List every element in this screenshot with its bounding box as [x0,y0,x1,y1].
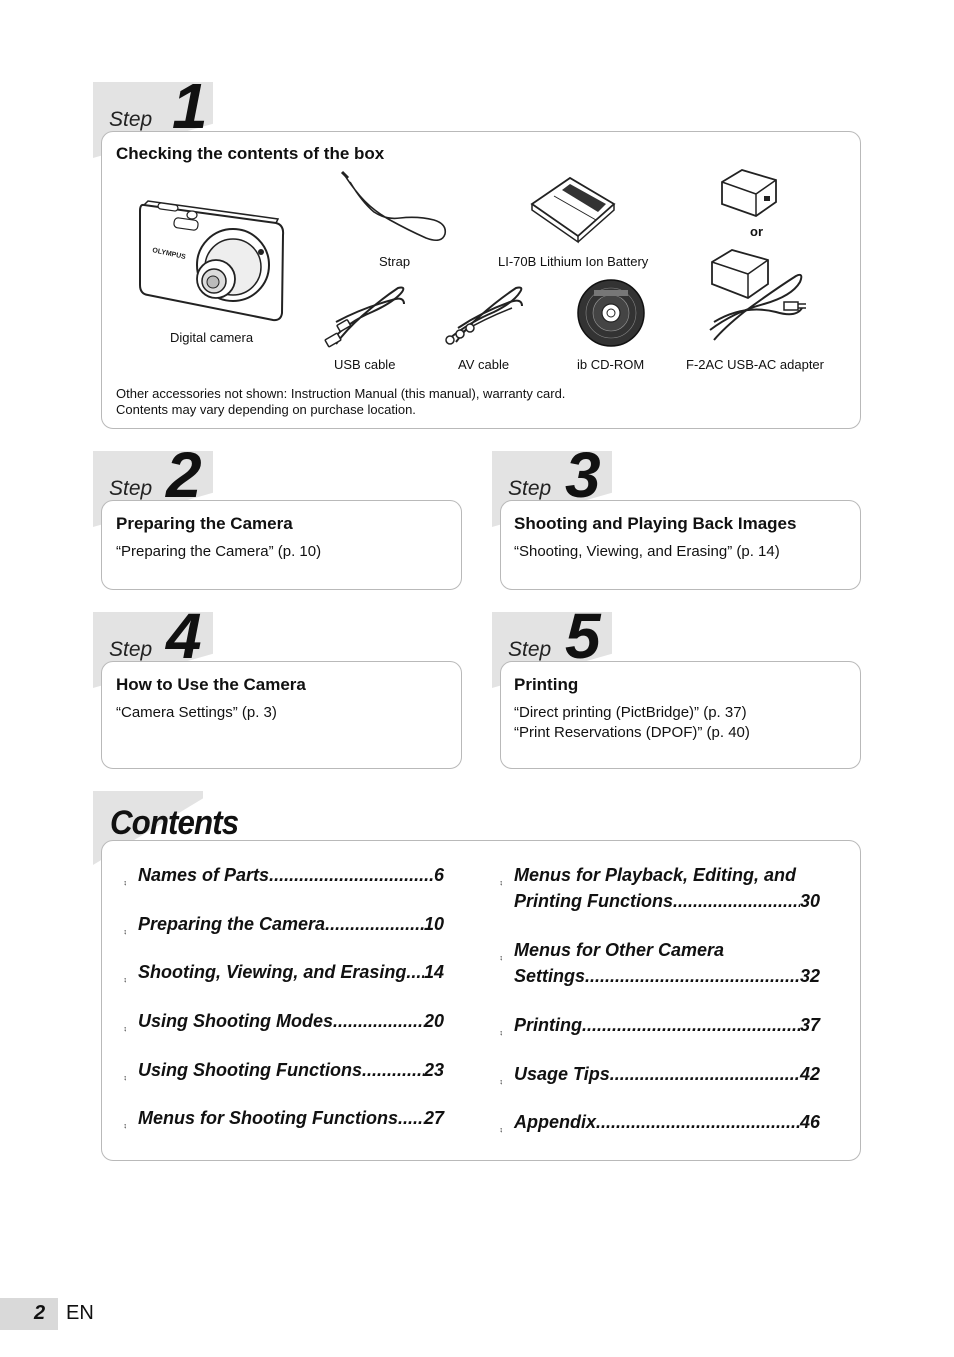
strap-caption: Strap [379,254,411,269]
step4-title: How to Use the Camera [116,675,306,694]
toc-leader-dots [362,1057,424,1083]
toc-item-names-of-parts[interactable] [124,862,444,888]
toc-leader-dots [269,862,434,888]
usb-cable-illustration [322,282,408,350]
toc-label: Settings [514,966,586,986]
toc-label: Using Shooting Modes [138,1011,333,1031]
or-caption: or [750,224,763,239]
step1-number: 1 [172,70,206,142]
av-cable-illustration [440,282,526,350]
arrow-right-icon: ⨾ [124,1069,127,1083]
step2-text: “Preparing the Camera” (p. 10) [116,543,322,560]
arrow-right-icon: ⨾ [124,1117,127,1131]
toc-label-line1: Menus for Playback, Editing, and [514,865,797,885]
toc-item-menus-shooting[interactable] [124,1105,444,1131]
arrow-right-icon: ⨾ [124,971,127,985]
svg-text:OLYMPUS: OLYMPUS [151,247,187,262]
step3-title: Shooting and Playing Back Images [514,514,797,533]
toc-page: 42 [799,1064,820,1084]
step3-number: 3 [565,439,599,511]
cd-rom-illustration [576,278,646,348]
toc-label: Appendix [514,1112,597,1132]
step5-text-2: “Print Reservations (DPOF)” (p. 40) [514,724,750,741]
toc-page: 46 [799,1112,820,1132]
toc-item-usage-tips[interactable] [500,1061,820,1087]
step5-text-1: “Direct printing (PictBridge)” (p. 37) [514,704,747,721]
toc-item-shooting-modes[interactable] [124,1008,444,1034]
toc-leader-dots [596,1109,800,1135]
step2-number: 2 [166,439,200,511]
toc-item-appendix[interactable] [500,1109,820,1135]
language-code: EN [66,1302,94,1324]
toc-leader-dots [610,1061,800,1087]
toc-leader-dots [585,963,800,989]
toc-page: 20 [423,1011,444,1031]
toc-label: Shooting, Viewing, and Erasing [138,962,407,982]
digital-camera-illustration [136,195,288,323]
step1-note-2: Contents may vary depending on purchase location. [116,402,416,417]
step4-number: 4 [166,600,200,672]
toc-leader-dots [325,911,424,937]
step3-label: Step [508,477,552,500]
arrow-right-icon: ⨾ [500,949,503,963]
usb-cable-caption: USB cable [334,357,396,372]
toc-label: Usage Tips [514,1064,610,1084]
cd-rom-caption: ib CD-ROM [577,357,645,372]
arrow-right-icon: ⨾ [124,1020,127,1034]
step4-label: Step [109,638,153,661]
arrow-right-icon: ⨾ [500,1024,503,1038]
step4-text: “Camera Settings” (p. 3) [116,704,277,721]
step1-label: Step [109,108,153,131]
toc-label: Printing Functions [514,891,673,911]
toc-label: Names of Parts [138,865,270,885]
toc-leader-dots [398,1105,424,1131]
step1-note-1: Other accessories not shown: Instruction Manual (this manual), warranty card. [116,386,566,401]
step2-label: Step [109,477,153,500]
ac-adapter-plug-illustration [716,166,782,222]
toc-item-shooting-viewing-erasing[interactable] [124,959,444,985]
av-cable-caption: AV cable [458,357,510,372]
toc-item-printing[interactable] [500,1012,820,1038]
contents-title: Contents [110,804,239,842]
toc-page: 32 [799,966,820,986]
toc-item-menus-playback[interactable] [500,862,820,914]
step5-label: Step [508,638,552,661]
adapter-caption: F-2AC USB-AC adapter [686,357,824,372]
arrow-right-icon: ⨾ [500,1073,503,1087]
toc-page: 27 [423,1108,444,1128]
toc-page: 37 [799,1015,820,1035]
toc-label-line1: Menus for Other Camera [514,940,725,960]
toc-page: 23 [423,1060,444,1080]
toc-page: 30 [799,891,820,911]
toc-label: Using Shooting Functions [138,1060,362,1080]
page-number-background [0,1298,58,1330]
toc-leader-dots [673,888,800,914]
toc-item-preparing-camera[interactable] [124,911,444,937]
toc-page: 14 [423,962,444,982]
step3-text: “Shooting, Viewing, and Erasing” (p. 14) [514,543,780,560]
step2-title: Preparing the Camera [116,514,293,533]
arrow-right-icon: ⨾ [124,923,127,937]
page-number: 2 [34,1302,46,1324]
toc-page: 6 [433,865,444,885]
ac-adapter-cord-illustration [704,242,812,348]
battery-illustration [526,174,620,246]
toc-leader-dots [582,1012,800,1038]
arrow-right-icon: ⨾ [500,874,503,888]
toc-label: Printing [514,1015,582,1035]
toc-leader-dots [406,959,424,985]
battery-caption: LI-70B Lithium Ion Battery [498,254,649,269]
step5-title: Printing [514,675,579,694]
toc-item-shooting-functions[interactable] [124,1057,444,1083]
toc-item-menus-other-settings[interactable] [500,937,820,989]
arrow-right-icon: ⨾ [124,874,127,888]
toc-page: 10 [423,914,444,934]
toc-label: Menus for Shooting Functions [138,1108,398,1128]
step1-title: Checking the contents of the box [116,144,385,163]
arrow-right-icon: ⨾ [500,1121,503,1135]
strap-illustration [338,170,450,248]
step5-number: 5 [565,600,599,672]
camera-caption: Digital camera [170,330,254,345]
toc-label: Preparing the Camera [138,914,326,934]
toc-leader-dots [333,1008,424,1034]
